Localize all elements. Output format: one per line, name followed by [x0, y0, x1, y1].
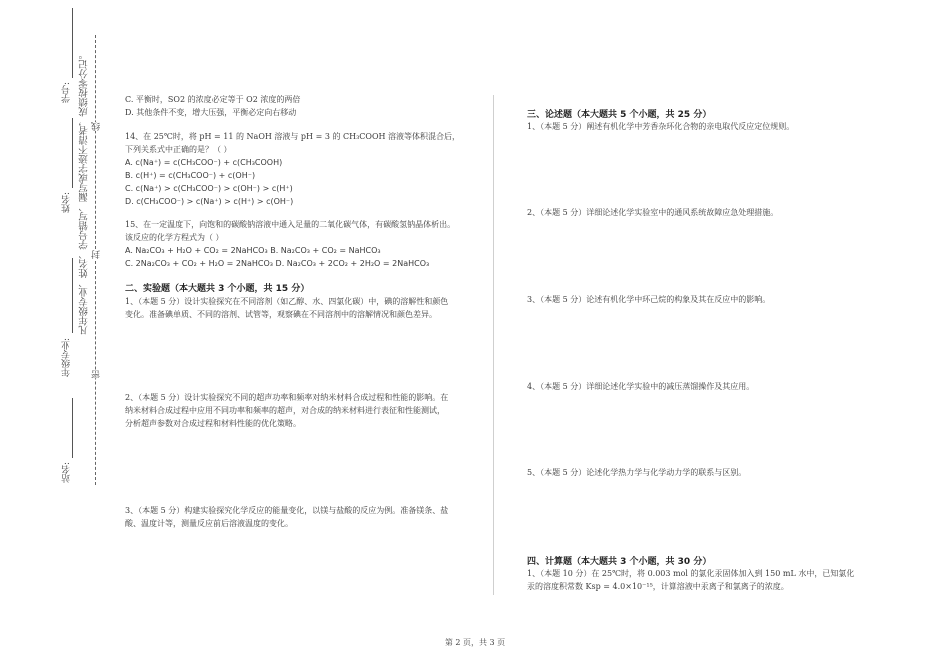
school-label: 站名: [62, 462, 72, 484]
seal-mi: 密 [92, 370, 102, 379]
section-4-title: 四、计算题（本大题共 3 个小题，共 30 分） [527, 557, 712, 567]
q14-option-d: D. c(CH₃COO⁻) > c(Na⁺) > c(H⁺) > c(OH⁻) [125, 197, 294, 206]
q14-stem-line2: 下列关系式中正确的是？（ ） [125, 145, 232, 154]
q14-option-a: A. c(Na⁺) = c(CH₃COO⁻) + c(CH₃COOH) [125, 158, 283, 167]
discussion-4: 4、（本题 5 分）详细论述化学实验中的减压蒸馏操作及其应用。 [527, 382, 755, 391]
section-3-title: 三、论述题（本大题共 5 个小题，共 25 分） [527, 110, 712, 120]
q14-option-b: B. c(H⁺) = c(CH₃COO⁻) + c(OH⁻) [125, 171, 256, 180]
q15-options-ab: A. Na₂CO₃ + H₂O + CO₂ = 2NaHCO₃ B. Na₂CO₃ + CO₂ = NaHCO₃ [125, 246, 381, 255]
calculation-1-line2: 汞的溶度积常数 Ksp = 4.0×10⁻¹⁵，计算溶液中汞离子和氯离子的浓度。 [527, 582, 789, 591]
page-footer: 第 2 页，共 3 页 [444, 638, 506, 647]
school-line [72, 398, 73, 458]
discussion-5: 5、（本题 5 分）论述化学热力学与化学动力学的联系与区别。 [527, 468, 747, 477]
q14-option-c: C. c(Na⁺) > c(CH₃COO⁻) > c(OH⁻) > c(H⁺) [125, 184, 293, 193]
q14-stem-line1: 14、在 25℃时，将 pH = 11 的 NaOH 溶液与 pH = 3 的 CH₃COOH 溶液等体积混合后， [125, 132, 461, 141]
discussion-2: 2、（本题 5 分）详细论述化学实验室中的通风系统故障应急处理措施。 [527, 208, 779, 217]
q13-option-d: D. 其他条件不变，增大压强，平衡必定向右移动 [125, 108, 297, 117]
experiment-2-line3: 分析超声参数对合成过程和材料性能的优化策略。 [125, 419, 301, 428]
discussion-3: 3、（本题 5 分）论述有机化学中环己烷的构象及其在反应中的影响。 [527, 295, 771, 304]
discussion-1: 1、（本题 5 分）阐述有机化学中芳香杂环化合物的亲电取代反应定位规则。 [527, 122, 795, 131]
column-divider [493, 95, 494, 595]
binding-instruction: 凡年级专业、姓名、学号错写、漏写或字迹不清者，成绩按零分记。 [79, 50, 90, 335]
experiment-1-line1: 1、（本题 5 分）设计实验探究在不同溶剂（如乙醇、水、四氯化碳）中，碘的溶解性和颜色 [125, 297, 449, 306]
major-line [72, 258, 73, 333]
seal-xian: 线 [92, 122, 102, 131]
name-label: 姓名: [62, 192, 72, 214]
q15-stem-line2: 该反应的化学方程式为（ ） [125, 233, 224, 242]
calculation-1-line1: 1、（本题 10 分）在 25℃时，将 0.003 mol 的氯化汞固体加入到 150 mL 水中，已知氯化 [527, 569, 855, 578]
experiment-1-line2: 变化。准备碘单质、不同的溶剂、试管等，观察碘在不同溶剂中的溶解情况和颜色差异。 [125, 310, 437, 319]
seal-feng: 封 [92, 250, 102, 259]
student-id-label: 学号: [62, 82, 72, 104]
student-id-line [72, 8, 73, 78]
section-2-title: 二、实验题（本大题共 3 个小题，共 15 分） [125, 284, 310, 294]
name-line [72, 118, 73, 188]
q13-option-c: C. 平衡时，SO2 的浓度必定等于 O2 浓度的两倍 [125, 95, 301, 104]
experiment-2-line2: 纳米材料合成过程中应用不同功率和频率的超声，对合成的纳米材料进行表征和性能测试， [125, 406, 445, 415]
q15-options-cd: C. 2Na₂CO₃ + CO₂ + H₂O = 2NaHCO₃ D. Na₂CO₃ + 2CO₂ + 2H₂O = 2NaHCO₃ [125, 259, 430, 268]
q15-stem-line1: 15、在一定温度下，向饱和的碳酸钠溶液中通入足量的二氧化碳气体，有碳酸氢钠晶体析出。 [125, 220, 456, 229]
experiment-2-line1: 2、（本题 5 分）设计实验探究不同的超声功率和频率对纳米材料合成过程和性能的影响。在 [125, 393, 449, 402]
seal-dashed-line [95, 35, 96, 485]
major-label: 年级专业: [62, 338, 72, 378]
experiment-3-line1: 3、（本题 5 分）构建实验探究化学反应的能量变化，以镁与盐酸的反应为例。准备镁条、盐 [125, 506, 449, 515]
experiment-3-line2: 酸、温度计等，测量反应前后溶液温度的变化。 [125, 519, 293, 528]
